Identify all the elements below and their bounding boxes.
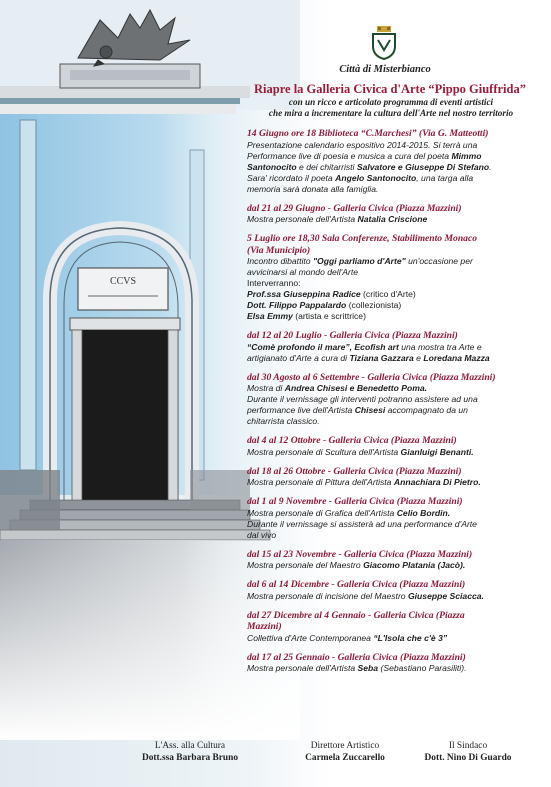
page-title: Riapre la Galleria Civica d'Arte “Pippo Giuffrida” bbox=[254, 82, 526, 96]
inscription-plaque bbox=[78, 268, 168, 310]
event-item bbox=[247, 466, 547, 489]
event-heading: dal 18 al 26 Ottobre - Galleria Civica (Piazza Mazzini) bbox=[247, 465, 462, 477]
event-description: Mostra di Andrea Chisesi e Benedetto Poma. Durante il vernissage gli interventi potranno assistere ad una performance live dell'Artista Chisesi accompagnato da un chitarrista classico. bbox=[247, 383, 478, 426]
event-item bbox=[247, 549, 547, 572]
event-item bbox=[247, 128, 547, 195]
event-description: Incontro dibattito "Oggi parliamo d'Arte" un'occasione per avvicinarsi al mondo dell'Arte Interverranno: Prof.ssa Giuseppina Radice (critico d'Arte) Dott. Filippo Pappalardo (collezionista) Elsa Emmy (artista e scrittrice) bbox=[247, 256, 473, 321]
event-item bbox=[247, 579, 547, 602]
signature-assessor: L'Ass. alla Cultura Dott.ssa Barbara Bruno bbox=[141, 741, 239, 763]
event-item bbox=[247, 203, 547, 226]
events-list bbox=[247, 128, 547, 682]
pilaster-left bbox=[20, 120, 36, 470]
event-description: Mostra personale di Scultura dell'Artista Gianluigi Benanti. bbox=[247, 446, 474, 457]
page-subtitle: con un ricco e articolato programma di eventi artistici che mira a incrementare la cultura dell'Arte nel nostro territorio bbox=[268, 97, 514, 118]
event-heading: 14 Giugno ore 18 Biblioteca “C.Marchesi” (Via G. Matteotti) bbox=[247, 128, 489, 139]
event-description: Mostra personale di Pittura dell'Artista Annachiara Di Pietro. bbox=[247, 477, 481, 487]
event-heading: dal 17 al 25 Gennaio - Galleria Civica (Piazza Mazzini) bbox=[247, 651, 466, 663]
doorway bbox=[82, 330, 168, 500]
event-heading: dal 30 Agosto al 6 Settembre - Galleria Civica (Piazza Mazzini) bbox=[247, 371, 496, 383]
city-crest-icon bbox=[368, 26, 400, 60]
signature-mayor: Il Sindaco Dott. Nino Di Guardo bbox=[424, 741, 512, 763]
event-item bbox=[247, 496, 547, 541]
event-heading: dal 12 al 20 Luglio - Galleria Civica (Piazza Mazzini) bbox=[247, 330, 458, 341]
event-item bbox=[247, 652, 547, 675]
event-heading: dal 15 al 23 Novembre - Galleria Civica (Piazza Mazzini) bbox=[247, 548, 473, 560]
event-description: Mostra personale di incisione del Maestro Giuseppe Sciacca. bbox=[247, 590, 484, 601]
event-item bbox=[247, 233, 547, 322]
event-description: Presentazione calendario espositivo 2014-2015. Si terrà una Performance live di poesia e musica a cura del poeta Mimmo Santonocito e dei chitarristi Salvatore e Giuseppe Di Stefano. Sara' ricordato il poeta Angelo Santonocito, una targa alla memoria sarà donata alla famiglia. bbox=[247, 139, 492, 194]
inscription-text: CCVS bbox=[109, 276, 137, 287]
event-description: “Comè profondo il mare”, Ecofish art una mostra tra Arte e artigianato d'Arte a cura di Tiziana Gazzara e Loredana Mazza bbox=[247, 341, 490, 363]
event-heading: dal 1 al 9 Novembre - Galleria Civica (Piazza Mazzini) bbox=[247, 496, 463, 507]
event-description: Mostra personale di Grafica dell'Artista Celio Bordin. Durante il vernissage si assisterà ad una performance d'Arte dal vivo bbox=[247, 507, 477, 540]
event-item bbox=[247, 372, 547, 428]
city-name: Città di Misterbianco bbox=[339, 64, 431, 75]
event-heading: 5 Luglio ore 18,30 Sala Conferenze, Stabilimento Monaco (Via Municipio) bbox=[247, 233, 478, 256]
event-heading: dal 6 al 14 Dicembre - Galleria Civica (Piazza Mazzini) bbox=[247, 579, 466, 590]
signature-director: Direttore Artistico Carmela Zuccarello bbox=[305, 741, 385, 763]
event-description: Collettiva d'Arte Contemporanea “L'Isola che c'è 3” bbox=[247, 632, 448, 643]
event-heading: dal 21 al 29 Giugno - Galleria Civica (Piazza Mazzini) bbox=[247, 202, 462, 214]
event-item bbox=[247, 435, 547, 458]
event-item bbox=[247, 330, 547, 364]
event-description: Mostra personale dell'Artista Seba (Sebastiano Parasiliti). bbox=[247, 663, 467, 673]
event-item bbox=[247, 610, 547, 644]
event-heading: dal 4 al 12 Ottobre - Galleria Civica (Piazza Mazzini) bbox=[247, 435, 457, 446]
event-description: Mostra personale del Maestro Giacomo Platania (Jacò). bbox=[247, 560, 466, 570]
event-heading: dal 27 Dicembre al 4 Gennaio - Galleria Civica (Piazza Mazzini) bbox=[247, 609, 465, 632]
event-description: Mostra personale dell'Artista Natalia Criscione bbox=[247, 214, 428, 224]
building-base bbox=[0, 470, 60, 530]
